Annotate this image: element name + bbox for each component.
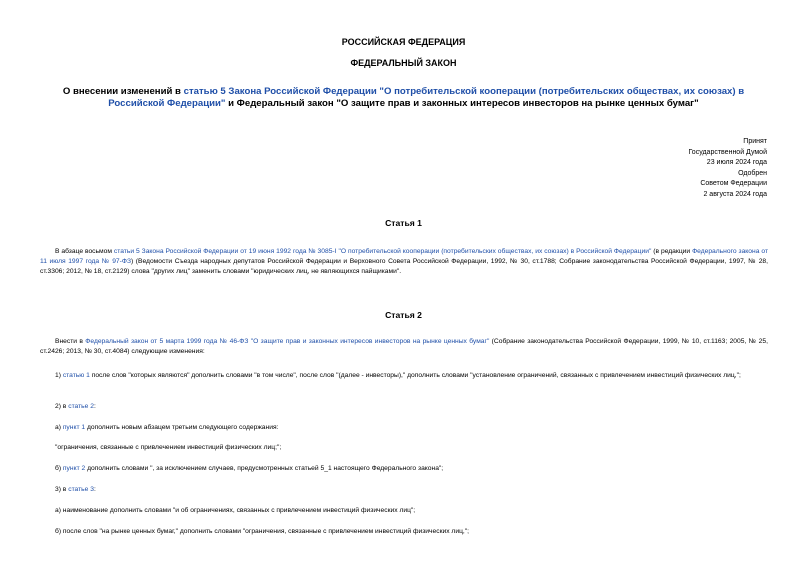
article-2-item-2a <box>55 423 768 433</box>
item-2-text-1: 2) в <box>55 403 69 410</box>
adoption-line: Одобрен <box>738 169 767 177</box>
item-2a-text-2: дополнить новым абзацем третьим следующего содержания: <box>85 424 279 431</box>
article-2-intro <box>40 337 768 357</box>
article-2-item-3a: а) наименование дополнить словами "и об ограничениях, связанных с привлечением инвестиций физических лиц"; <box>55 507 416 514</box>
article-1-text-3: ) (Ведомости Съезда народных депутатов Российской Федерации и Верховного Совета Российской Федерации, 1992, № 30, ст.1788; Собрание законодательства Российской Федерации, 1997, № 28, ст.3306; 2012, № 18, ст.2129) слова "других лиц" заменить словами "юридических лиц, не являющихся пайщиками". <box>40 258 768 276</box>
adoption-line: Государственной Думой <box>688 148 767 156</box>
article-2-item-3 <box>55 485 768 495</box>
document-title <box>40 86 767 110</box>
item-3-text-1: 3) в <box>55 486 69 493</box>
adoption-line: 23 июля 2024 года <box>706 159 767 166</box>
adoption-line: 2 августа 2024 года <box>703 190 767 198</box>
document-type-heading: ФЕДЕРАЛЬНЫЙ ЗАКОН <box>350 58 457 68</box>
item-1-text-2: после слов "которых являются" дополнить словами "в том числе", после слов "(далее - инвесторы)," дополнить словами "установление ограничений, связанных с привлечением инвестиций физических лиц,"; <box>89 372 741 379</box>
article-1-text-2: (в редакции <box>651 248 693 255</box>
article-1-amendment-link[interactable]: Федерального закона от 11 июля 1997 года № 97-ФЗ <box>40 248 769 266</box>
article-2-item-3b: б) после слов "на рынке ценных бумаг," дополнить словами "ограничения, связанные с привлечением инвестиций физических лиц,"; <box>55 528 469 535</box>
article-1-text-1: В абзаце восьмом <box>55 248 114 255</box>
article-2-heading: Статья 2 <box>385 310 422 320</box>
item-2b-text-1: б) <box>55 465 63 472</box>
article-1-heading: Статья 1 <box>385 218 422 228</box>
item-2a-text-1: а) <box>55 424 63 431</box>
item-2-text-2: : <box>93 403 96 410</box>
title-law-link[interactable]: статью 5 Закона Российской Федерации "О потребительской кооперации (потребительских обществах, их союзах) в Российской Федерации" <box>108 86 745 109</box>
adoption-line: Принят <box>743 138 767 145</box>
adoption-info <box>567 137 767 200</box>
item-2-link[interactable]: статье 2 <box>68 403 94 410</box>
title-text-1: О внесении изменений в <box>62 86 184 97</box>
item-3-link[interactable]: статье 3 <box>68 486 94 493</box>
item-1-link[interactable]: статью 1 <box>62 372 90 379</box>
article-2-item-2a-quote: "ограничения, связанные с привлечением инвестиций физических лиц;"; <box>55 444 282 451</box>
article-2-intro-text-2: (Собрание законодательства Российской Федерации, 1999, № 10, ст.1163; 2005, № 25, ст.2426; 2013, № 30, ст.4084) следующие изменения: <box>40 338 768 356</box>
item-3-text-2: : <box>93 486 96 493</box>
article-1-law-link[interactable]: статьи 5 Закона Российской Федерации от 19 июня 1992 года № 3085-I "О потребительской кооперации (потребительских обществах, их союзах) в Российской Федерации" <box>113 248 652 255</box>
item-2b-text-2: дополнить словами ", за исключением случаев, предусмотренных статьей 5_1 настоящего Федерального закона"; <box>85 465 444 472</box>
item-1-text-1: 1) <box>55 372 63 379</box>
article-1-paragraph <box>40 247 768 278</box>
article-2-item-2b <box>55 464 768 474</box>
article-2-item-2 <box>55 402 768 412</box>
adoption-line: Советом Федерации <box>700 180 767 187</box>
article-2-law-link[interactable]: Федеральный закон от 5 марта 1999 года № 46-ФЗ "О защите прав и законных интересов инвесторов на рынке ценных бумаг" <box>85 338 490 345</box>
country-heading: РОССИЙСКАЯ ФЕДЕРАЦИЯ <box>341 37 466 47</box>
item-2a-link[interactable]: пункт 1 <box>62 424 86 431</box>
article-2-item-1 <box>40 371 768 381</box>
title-text-2: и Федеральный закон "О защите прав и законных интересов инвесторов на рынке ценных бумаг" <box>225 98 699 109</box>
item-2b-link[interactable]: пункт 2 <box>62 465 86 472</box>
article-2-intro-text-1: Внести в <box>55 338 86 345</box>
